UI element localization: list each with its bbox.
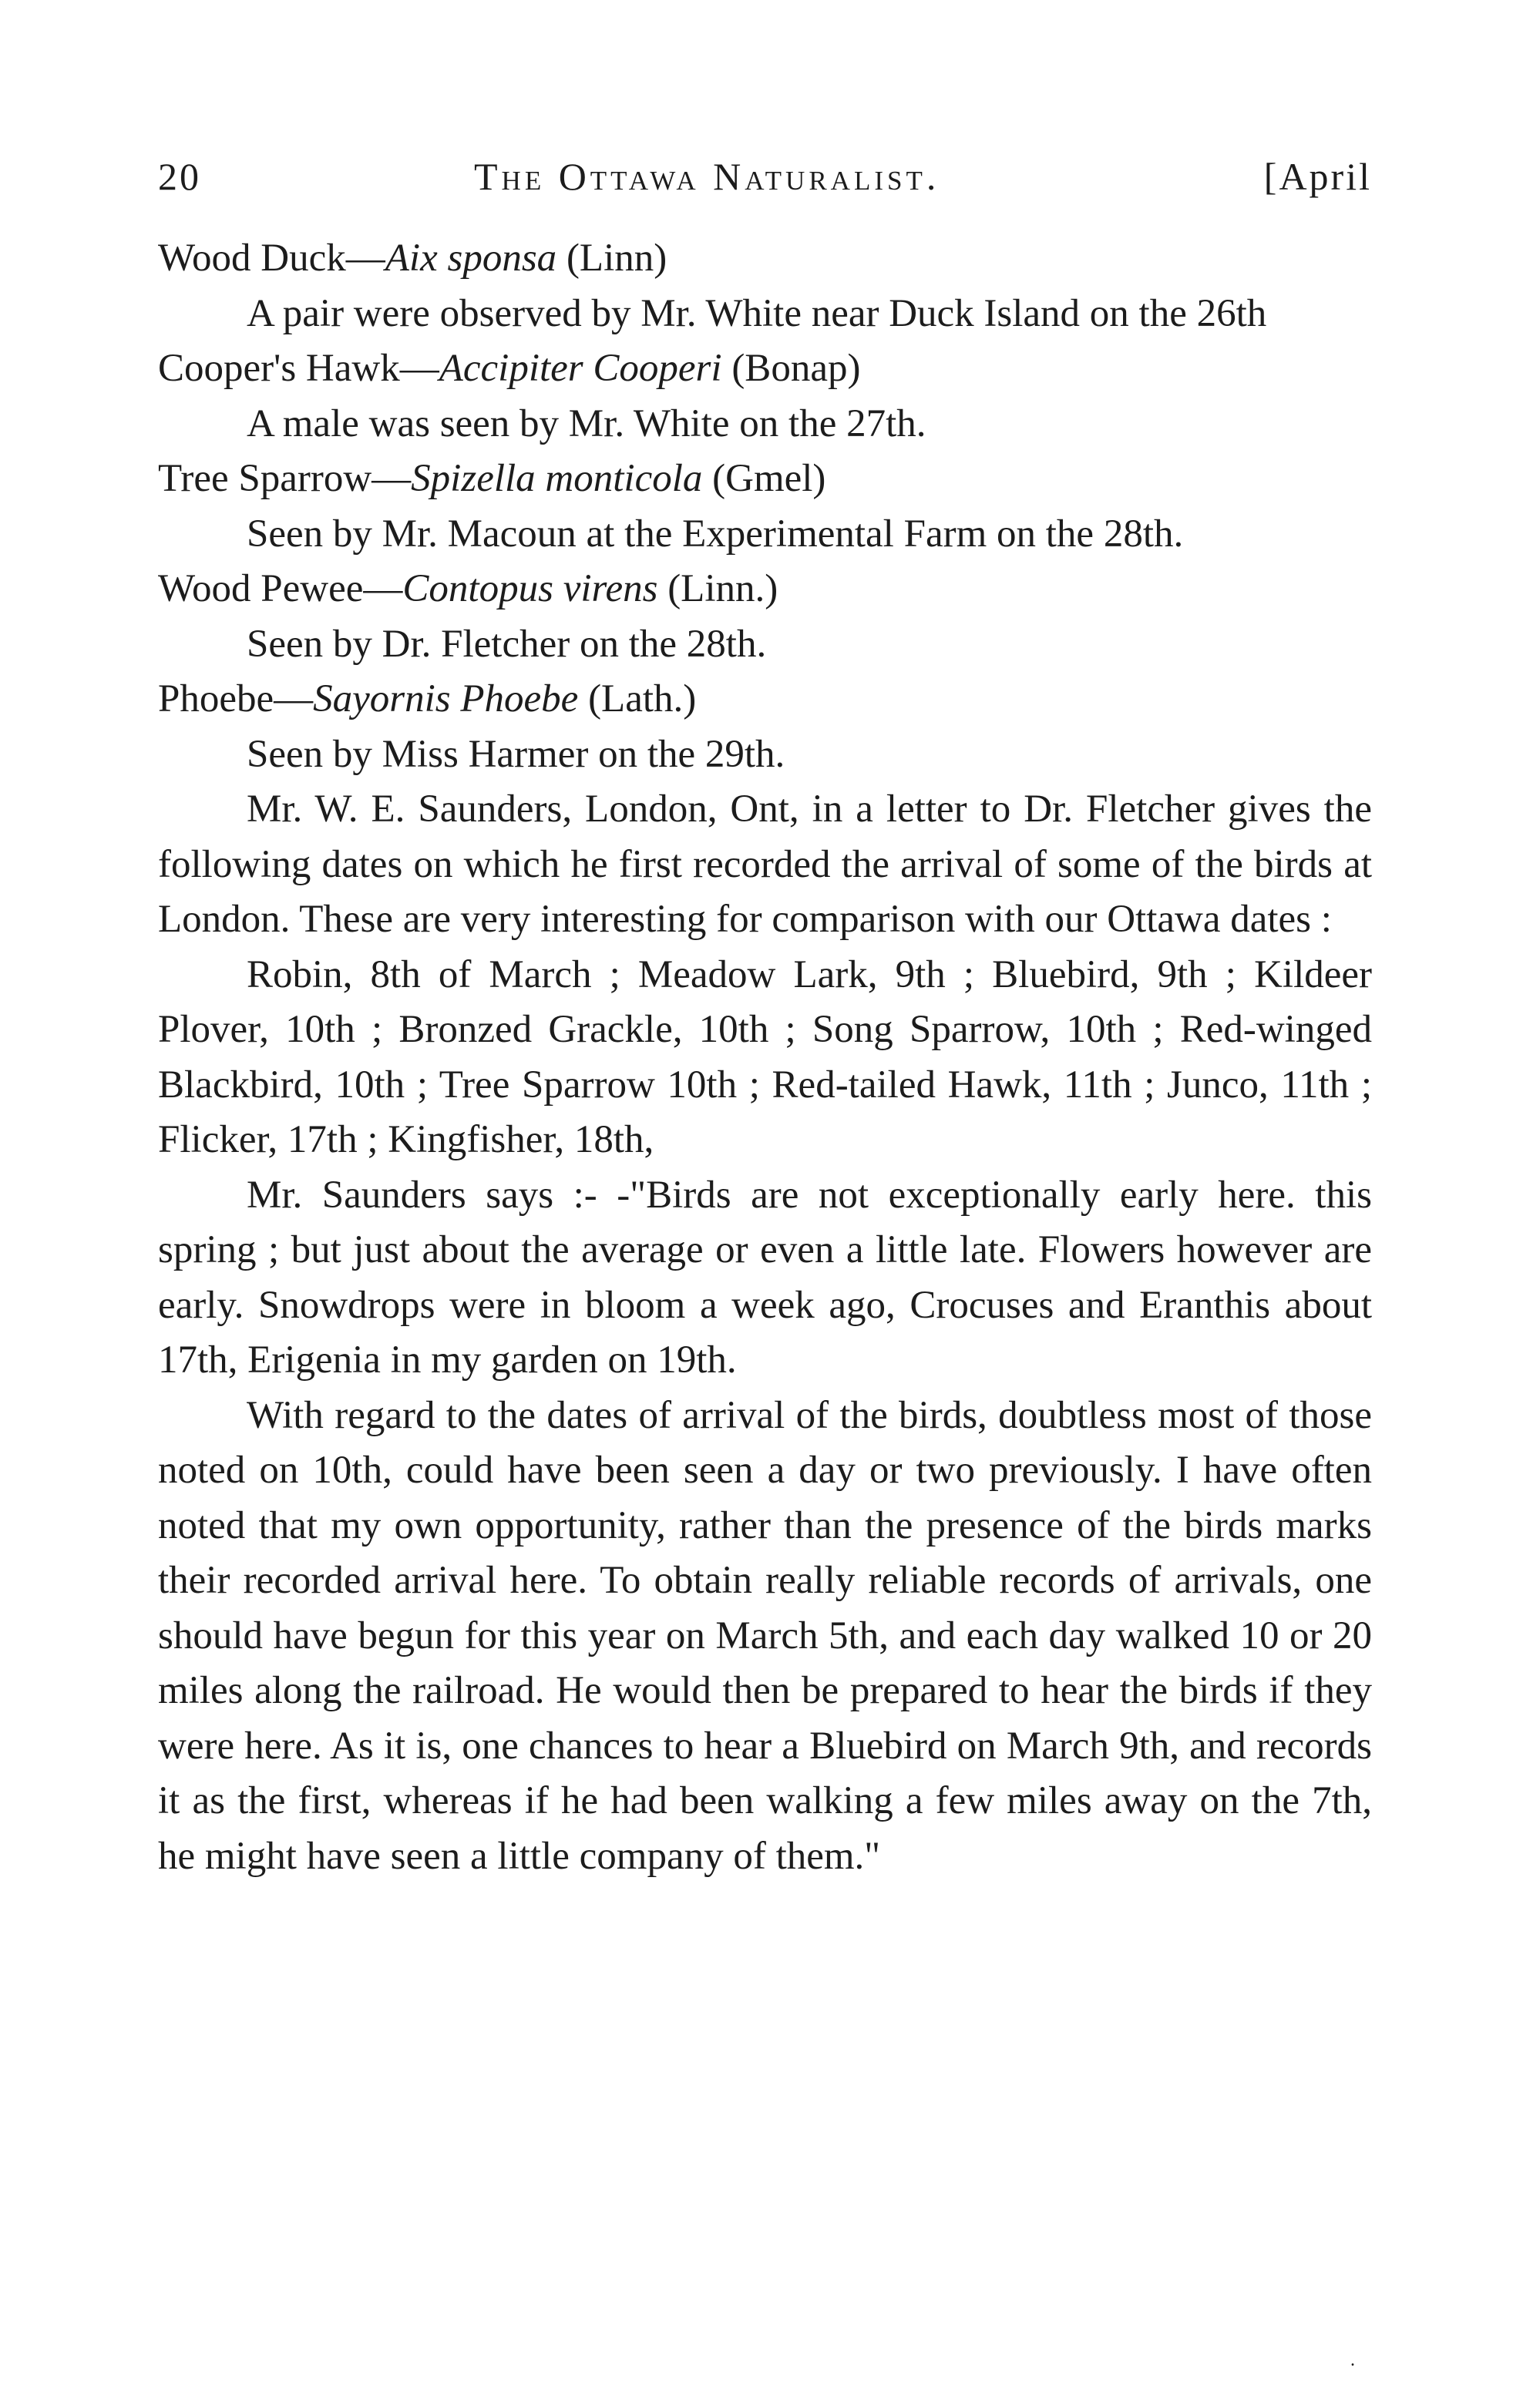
observation-note: Seen by Mr. Macoun at the Experimental Farm on the 28th. — [247, 512, 1184, 556]
page-number: 20 — [158, 155, 201, 198]
scientific-name: Spizella monticola — [411, 457, 703, 500]
saunders-quote: Mr. Saunders says :- -"Birds are not exceptionally early here. this spring ; but just about the average or even a little late. Flowers however are early. Snowdrops were in bloom a week ago, Crocuses and Eranthis about 17th, Erigenia in my garden on 19th. — [158, 1173, 1372, 1382]
authority: (Linn) — [556, 237, 667, 280]
authority: (Bonap) — [721, 347, 861, 390]
bird-record — [158, 672, 1372, 782]
saunders-letter-intro: Mr. W. E. Saunders, London, Ont, in a letter to Dr. Fletcher gives the following dates on which he first recorded the arrival of some of the birds at London. These are very interesting for comparison with our Ottawa dates : — [158, 788, 1372, 941]
journal-title: The Ottawa Naturalist. — [474, 155, 940, 198]
common-name: Wood Duck— — [158, 237, 385, 280]
species-line — [158, 452, 1372, 507]
page-mark: . — [1350, 2350, 1355, 2370]
species-line — [158, 231, 1372, 287]
scientific-name: Contopus virens — [402, 567, 658, 610]
authority: (Gmel) — [702, 457, 826, 500]
authority: (Linn.) — [657, 567, 778, 610]
article-body — [158, 231, 1372, 1884]
species-line — [158, 672, 1372, 727]
bird-record — [158, 231, 1372, 341]
common-name: Cooper's Hawk— — [158, 347, 439, 390]
scientific-name: Sayornis Phoebe — [313, 677, 579, 720]
common-name: Wood Pewee— — [158, 567, 403, 610]
authority: (Lath.) — [578, 677, 697, 720]
observation-note: A pair were observed by Mr. White near Duck Island on the 26th — [247, 291, 1267, 335]
running-header — [158, 154, 1372, 216]
bird-record — [158, 452, 1372, 562]
arrival-commentary: With regard to the dates of arrival of the birds, doubtless most of those noted on 10th, could have been seen a day or two previously. I have often noted that my own opportunity, rather than the presence of the birds marks their recorded arrival here. To obtain really reliable records of arrivals, one should have begun for this year on March 5th, and each day walked 10 or 20 miles along the railroad. He would then be prepared to hear the birds if they were here. As it is, one chances to hear a Bluebird on March 9th, and records it as the first, whereas if he had been walking a few miles away on the 7th, he might have seen a little company of them." — [158, 1393, 1372, 1878]
common-name: Tree Sparrow— — [158, 457, 412, 500]
species-line — [158, 341, 1372, 397]
scientific-name: Accipiter Cooperi — [439, 347, 722, 390]
observation-note: Seen by Miss Harmer on the 29th. — [247, 732, 785, 776]
bird-record — [158, 341, 1372, 452]
common-name: Phoebe— — [158, 677, 314, 720]
observation-note: Seen by Dr. Fletcher on the 28th. — [247, 622, 767, 666]
species-line — [158, 562, 1372, 617]
scientific-name: Aix sponsa — [385, 237, 557, 280]
observation-note: A male was seen by Mr. White on the 27th. — [247, 401, 926, 445]
london-arrival-dates: Robin, 8th of March ; Meadow Lark, 9th ; Bluebird, 9th ; Kildeer Plover, 10th ; Bronzed Grackle, 10th ; Song Sparrow, 10th ; Red-winged Blackbird, 10th ; Tree Sparrow 10th ; Red-tailed Hawk, 11th ; Junco, 11th ; Flicker, 17th ; Kingfisher, 18th, — [158, 952, 1372, 1161]
issue-month: [April — [1263, 155, 1372, 198]
bird-record — [158, 562, 1372, 672]
